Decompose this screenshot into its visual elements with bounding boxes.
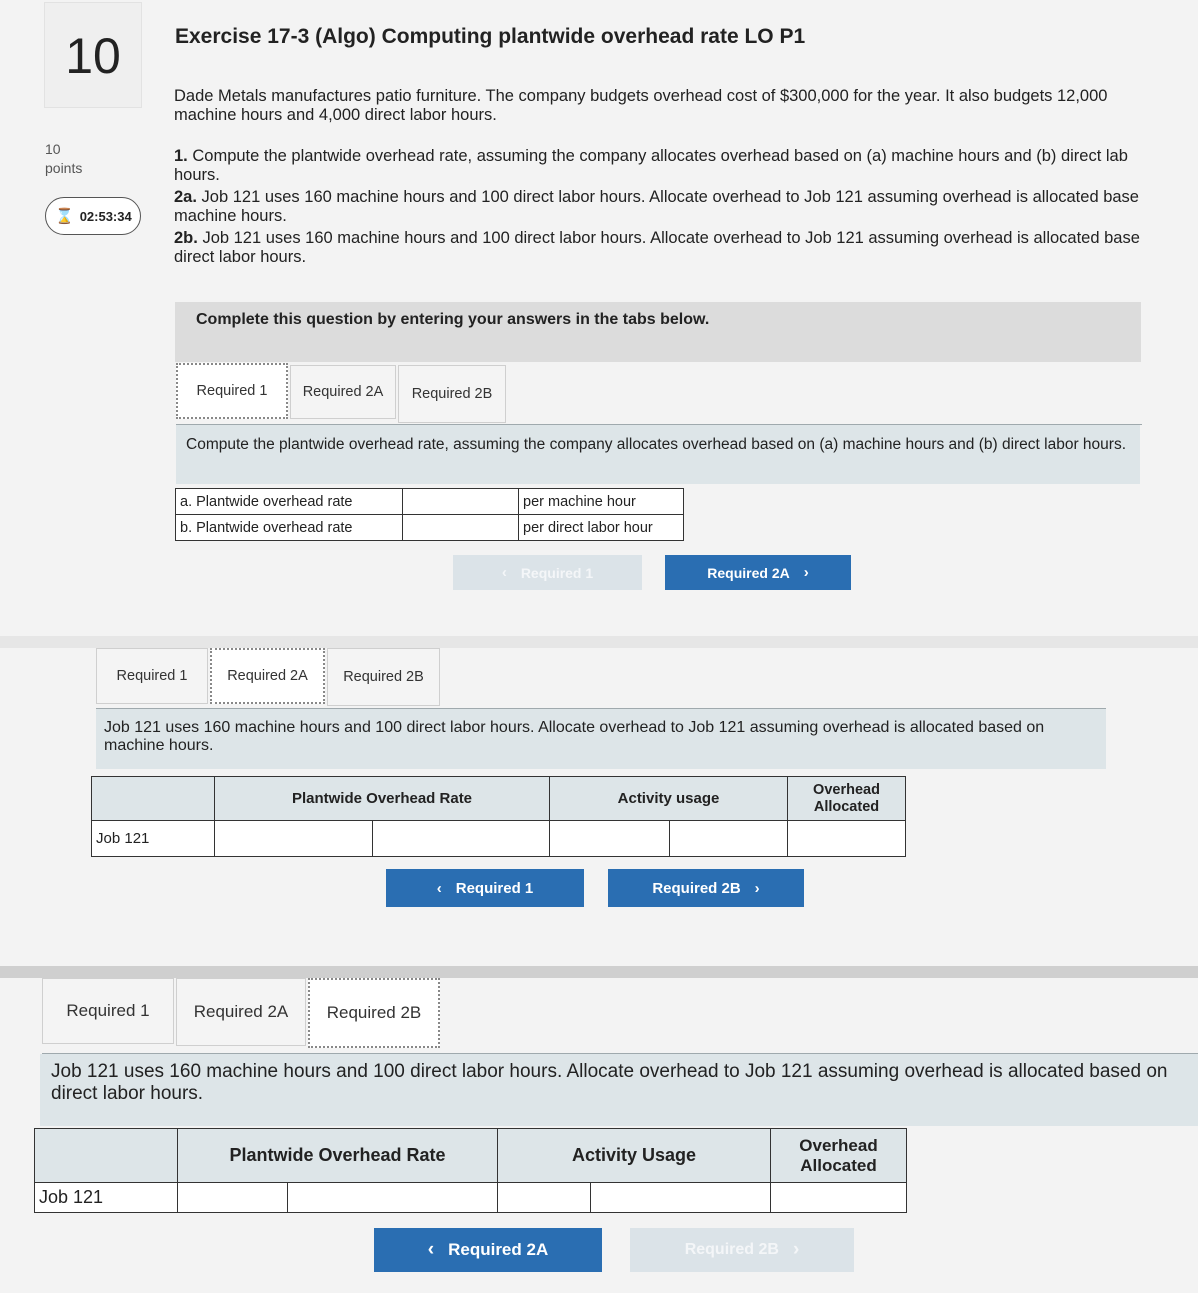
table-row (92, 821, 906, 857)
unit-label-b: per direct labor hour (519, 515, 684, 541)
next-required-2a-button[interactable]: Required 2A › (665, 555, 851, 590)
table-row (176, 515, 684, 541)
header-activity: Activity Usage (498, 1129, 771, 1183)
unit-label-a: per machine hour (519, 489, 684, 515)
required-2b-prompt: Job 121 uses 160 machine hours and 100 direct labor hours. Allocate overhead to Job 121 assuming overhead is allocated based on direct labor hours. (40, 1054, 1198, 1126)
rate-basis-input[interactable] (178, 1183, 288, 1213)
question-number-box (44, 2, 142, 108)
required-2a-prompt: Job 121 uses 160 machine hours and 100 direct labor hours. Allocate overhead to Job 121 assuming overhead is allocated based on machine hours. (96, 709, 1106, 769)
req1-line-2: hours. (174, 166, 220, 184)
req2b-line-2: direct labor hours. (174, 248, 307, 266)
table-header-row (35, 1129, 907, 1183)
screenshot-divider (0, 966, 1198, 978)
prev-required-1-button[interactable]: ‹ Required 1 (453, 555, 642, 590)
req2a-line-1: Job 121 uses 160 machine hours and 100 direct labor hours. Allocate overhead to Job 121 assuming overhead is allocated base (201, 188, 1139, 206)
tab-required-2b[interactable]: Required 2B (308, 978, 440, 1048)
req2a-number: 2a. (174, 188, 197, 206)
tab-required-2b[interactable]: Required 2B (327, 648, 440, 706)
table-header-row (92, 777, 906, 821)
rate-value-input[interactable] (373, 821, 550, 857)
table-row (35, 1183, 907, 1213)
req2b-line-1: Job 121 uses 160 machine hours and 100 direct labor hours. Allocate overhead to Job 121 assuming overhead is allocated base (202, 229, 1140, 247)
activity-usage-input[interactable] (550, 821, 670, 857)
allocation-table-2a (91, 776, 906, 857)
row-label-job: Job 121 (92, 821, 215, 857)
activity-unit-input[interactable] (670, 821, 788, 857)
chevron-right-icon: › (754, 879, 760, 897)
points-value: 10 (45, 141, 61, 157)
overhead-allocated-input[interactable] (771, 1183, 907, 1213)
row-label-b: b. Plantwide overhead rate (176, 515, 403, 541)
row-label-job: Job 121 (35, 1183, 178, 1213)
tab-required-2a[interactable]: Required 2A (290, 365, 396, 419)
intro-line-2: machine hours and 4,000 direct labor hours. (174, 106, 497, 124)
instruction-text: Complete this question by entering your answers in the tabs below. (196, 311, 710, 328)
rate-basis-input[interactable] (215, 821, 373, 857)
timer-value: 02:53:34 (79, 208, 132, 224)
header-blank (92, 777, 215, 821)
table-row (176, 489, 684, 515)
question-number: 10 (65, 28, 121, 84)
requirements-list (174, 147, 1198, 267)
activity-unit-input[interactable] (591, 1183, 771, 1213)
overhead-rate-table (175, 488, 684, 541)
points-info (45, 140, 82, 178)
screenshot-divider (0, 636, 1198, 648)
req1-line-1: Compute the plantwide overhead rate, assuming the company allocates overhead based on (a) machine hours and (b) direct lab (192, 147, 1128, 165)
exercise-title: Exercise 17-3 (Algo) Computing plantwide overhead rate LO P1 (175, 25, 806, 48)
header-overhead: Overhead Allocated (771, 1129, 907, 1183)
tab-required-2b[interactable]: Required 2B (398, 365, 506, 423)
tab-required-1[interactable]: Required 1 (42, 978, 174, 1044)
req1-number: 1. (174, 147, 188, 165)
header-blank (35, 1129, 178, 1183)
tab-required-1[interactable]: Required 1 (176, 363, 288, 419)
req2a-line-2: machine hours. (174, 207, 287, 225)
req2b-number: 2b. (174, 229, 198, 247)
header-activity: Activity usage (550, 777, 788, 821)
overhead-allocated-input[interactable] (788, 821, 906, 857)
next-required-2b-button[interactable]: Required 2B › (630, 1228, 854, 1272)
timer-badge (45, 197, 141, 235)
chevron-right-icon: › (803, 564, 809, 581)
tab-required-2a[interactable]: Required 2A (176, 978, 306, 1046)
chevron-right-icon: › (792, 1239, 800, 1260)
rate-value-input[interactable] (288, 1183, 498, 1213)
tab-required-1[interactable]: Required 1 (96, 648, 208, 704)
header-rate: Plantwide Overhead Rate (178, 1129, 498, 1183)
instruction-bar (175, 302, 1141, 362)
required-1-prompt: Compute the plantwide overhead rate, assuming the company allocates overhead based on (a) machine hours and (b) direct labor hours. (176, 425, 1140, 484)
chevron-left-icon: ‹ (436, 879, 442, 897)
next-required-2b-button[interactable]: Required 2B › (608, 869, 804, 907)
header-overhead: Overhead Allocated (788, 777, 906, 821)
header-rate: Plantwide Overhead Rate (215, 777, 550, 821)
prev-required-1-button[interactable]: ‹ Required 1 (386, 869, 584, 907)
activity-usage-input[interactable] (498, 1183, 591, 1213)
intro-line-1: Dade Metals manufactures patio furniture. The company budgets overhead cost of $300,000 for the year. It also budgets 12,000 (174, 87, 1108, 105)
machine-hour-rate-input[interactable] (403, 489, 519, 515)
row-label-a: a. Plantwide overhead rate (176, 489, 403, 515)
intro-text (174, 87, 1198, 125)
hourglass-icon: ⌛ (55, 208, 74, 225)
prev-required-2a-button[interactable]: ‹ Required 2A (374, 1228, 602, 1272)
chevron-left-icon: ‹ (427, 1239, 435, 1260)
allocation-table-2b (34, 1128, 907, 1213)
chevron-left-icon: ‹ (501, 564, 507, 581)
labor-hour-rate-input[interactable] (403, 515, 519, 541)
points-label: points (45, 160, 83, 176)
tab-required-2a[interactable]: Required 2A (210, 648, 325, 704)
